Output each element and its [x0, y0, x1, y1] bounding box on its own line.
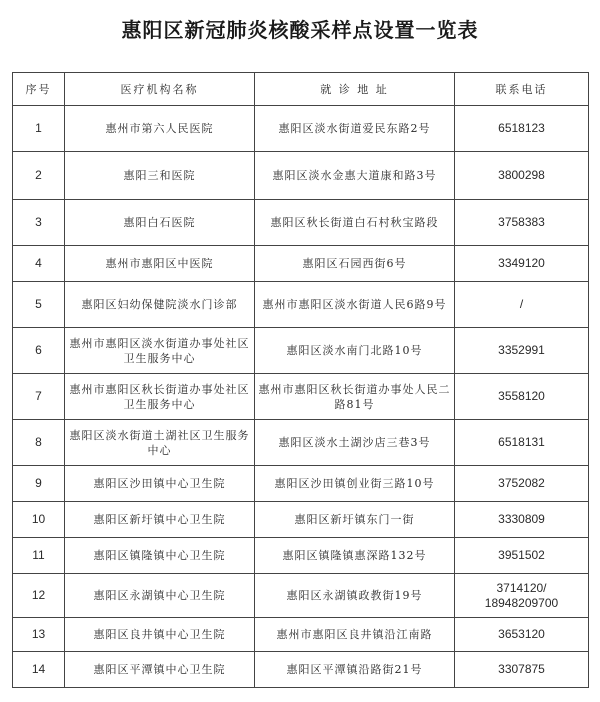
row-address: 惠阳区淡水土湖沙店三巷3号: [255, 420, 455, 466]
row-institution: 惠州市惠阳区中医院: [65, 246, 255, 282]
row-index: 12: [13, 574, 65, 618]
row-index: 2: [13, 152, 65, 200]
row-phone: 3307875: [455, 652, 589, 688]
table-row: [13, 618, 589, 652]
table-row: [13, 328, 589, 374]
table-row: [13, 282, 589, 328]
row-index: 6: [13, 328, 65, 374]
table-row: [13, 538, 589, 574]
row-index: 11: [13, 538, 65, 574]
row-address: 惠阳区淡水金惠大道康和路3号: [255, 152, 455, 200]
row-phone: 6518123: [455, 106, 589, 152]
row-index: 9: [13, 466, 65, 502]
table-row: [13, 652, 589, 688]
row-index: 10: [13, 502, 65, 538]
row-address: 惠阳区新圩镇东门一街: [255, 502, 455, 538]
row-address: 惠州市惠阳区淡水街道人民6路9号: [255, 282, 455, 328]
row-index: 1: [13, 106, 65, 152]
row-institution: 惠州市第六人民医院: [65, 106, 255, 152]
header-index: 序号: [13, 73, 65, 106]
row-phone: /: [455, 282, 589, 328]
header-address: 就 诊 地 址: [255, 73, 455, 106]
row-institution: 惠阳区平潭镇中心卫生院: [65, 652, 255, 688]
row-institution: 惠阳白石医院: [65, 200, 255, 246]
row-address: 惠州市惠阳区良井镇沿江南路: [255, 618, 455, 652]
row-address: 惠阳区淡水街道爱民东路2号: [255, 106, 455, 152]
row-phone: 3352991: [455, 328, 589, 374]
header-phone: 联系电话: [455, 73, 589, 106]
row-address: 惠阳区镇隆镇惠深路132号: [255, 538, 455, 574]
row-institution: 惠阳区良井镇中心卫生院: [65, 618, 255, 652]
table-row: [13, 246, 589, 282]
row-institution: 惠阳区新圩镇中心卫生院: [65, 502, 255, 538]
table-row: [13, 374, 589, 420]
row-phone: 6518131: [455, 420, 589, 466]
row-index: 4: [13, 246, 65, 282]
sampling-sites-table: [12, 72, 589, 688]
row-phone: 3758383: [455, 200, 589, 246]
row-index: 14: [13, 652, 65, 688]
table-row: [13, 200, 589, 246]
row-address: 惠阳区沙田镇创业街三路10号: [255, 466, 455, 502]
table-row: [13, 466, 589, 502]
row-phone-line2: 18948209700: [484, 595, 559, 610]
row-address: 惠州市惠阳区秋长街道办事处人民二路81号: [255, 374, 455, 420]
row-phone: 3558120: [455, 374, 589, 420]
row-address: 惠阳区石园西街6号: [255, 246, 455, 282]
row-address: 惠阳区永湖镇政教街19号: [255, 574, 455, 618]
row-institution: 惠阳区镇隆镇中心卫生院: [65, 538, 255, 574]
table-row: [13, 420, 589, 466]
row-address: 惠阳区淡水南门北路10号: [255, 328, 455, 374]
table-row: [13, 502, 589, 538]
row-index: 13: [13, 618, 65, 652]
row-phone-line1: 3714120/: [496, 580, 547, 595]
row-index: 8: [13, 420, 65, 466]
header-row: [13, 73, 589, 106]
table-row: [13, 574, 589, 618]
row-phone: 3653120: [455, 618, 589, 652]
row-institution: 惠阳区妇幼保健院淡水门诊部: [65, 282, 255, 328]
row-phone: 3330809: [455, 502, 589, 538]
row-address: 惠阳区平潭镇沿路街21号: [255, 652, 455, 688]
row-phone: 3752082: [455, 466, 589, 502]
row-phone: 3800298: [455, 152, 589, 200]
row-institution: 惠阳区淡水街道土湖社区卫生服务中心: [65, 420, 255, 466]
row-institution: 惠阳区沙田镇中心卫生院: [65, 466, 255, 502]
row-index: 3: [13, 200, 65, 246]
table-row: [13, 152, 589, 200]
row-phone: 3951502: [455, 538, 589, 574]
row-institution: 惠州市惠阳区淡水街道办事处社区卫生服务中心: [65, 328, 255, 374]
row-institution: 惠阳三和医院: [65, 152, 255, 200]
table-row: [13, 106, 589, 152]
page-title: 惠阳区新冠肺炎核酸采样点设置一览表: [121, 18, 479, 42]
row-phone: [455, 574, 589, 618]
row-phone: 3349120: [455, 246, 589, 282]
row-address: 惠阳区秋长街道白石村秋宝路段: [255, 200, 455, 246]
header-institution: 医疗机构名称: [65, 73, 255, 106]
row-index: 7: [13, 374, 65, 420]
row-index: 5: [13, 282, 65, 328]
row-institution: 惠阳区永湖镇中心卫生院: [65, 574, 255, 618]
row-institution: 惠州市惠阳区秋长街道办事处社区卫生服务中心: [65, 374, 255, 420]
